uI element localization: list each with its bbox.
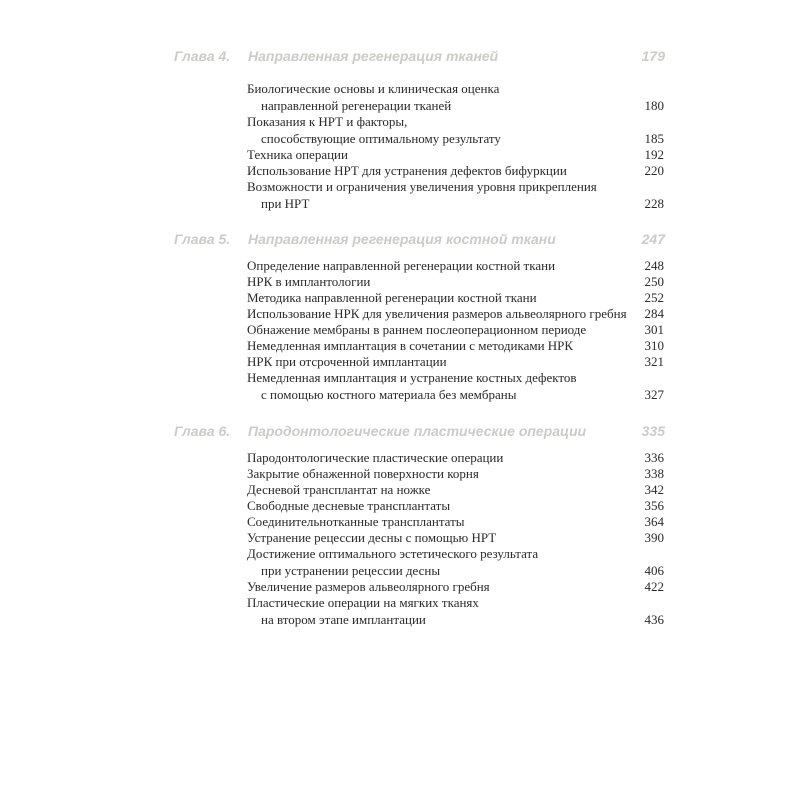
chapter-heading[interactable] <box>160 229 665 253</box>
toc-entry-line <box>247 274 664 291</box>
toc-entry-line <box>247 612 664 629</box>
toc-entry-page-number: 321 <box>644 354 664 369</box>
toc-entry-line <box>247 370 664 387</box>
toc-entry-page-number: 364 <box>644 514 664 529</box>
toc-entry-line <box>247 530 664 547</box>
chapter-page-number: 179 <box>641 48 665 64</box>
toc-entry-text: Устранение рецессии десны с помощью НРТ <box>247 530 497 545</box>
chapter-title: Пародонтологические пластические операции <box>248 423 587 439</box>
toc-entry[interactable] <box>247 579 664 596</box>
toc-entry[interactable] <box>247 338 664 355</box>
toc-entry-text: на втором этапе имплантации <box>261 611 426 627</box>
toc-entry-line <box>247 147 664 164</box>
toc-entry-line <box>247 579 664 596</box>
toc-entry-text: Десневой трансплантат на ножке <box>247 482 431 497</box>
toc-entry-text: Обнажение мембраны в раннем послеоперационном периоде <box>247 322 587 337</box>
toc-entry-page-number: 180 <box>644 97 664 113</box>
chapter-title: Направленная регенерация тканей <box>248 48 499 64</box>
toc-entry[interactable] <box>247 482 664 499</box>
toc-entry-line <box>247 338 664 355</box>
toc-entry-page-number: 336 <box>644 450 664 465</box>
toc-entry[interactable] <box>247 498 664 515</box>
toc-entry-page-number: 436 <box>644 611 664 627</box>
toc-entry[interactable] <box>247 466 664 483</box>
toc-entry[interactable] <box>247 370 664 403</box>
toc-entry[interactable] <box>247 147 664 164</box>
toc-entry-page-number: 422 <box>644 579 664 594</box>
toc-entry-line <box>247 466 664 483</box>
chapter-number: Глава 4. <box>174 48 231 64</box>
toc-entry-line <box>247 450 664 467</box>
toc-entry-page-number: 192 <box>644 147 664 162</box>
toc-entry-line <box>247 322 664 339</box>
toc-entry-text: Пародонтологические пластические операции <box>247 450 504 465</box>
toc-entry-line <box>247 258 664 275</box>
toc-entry-line <box>247 98 664 115</box>
toc-entry-text: НРК в имплантологии <box>247 274 371 289</box>
toc-entry-text: направленной регенерации тканей <box>261 97 452 113</box>
toc-entry-page-number: 327 <box>644 386 664 402</box>
toc-entry-page-number: 250 <box>644 274 664 289</box>
toc-entry-text: Биологические основы и клиническая оценка <box>247 81 500 96</box>
toc-entry-text: Соединительнотканные трансплантаты <box>247 514 465 529</box>
toc-entry[interactable] <box>247 290 664 307</box>
toc-entry-line <box>247 290 664 307</box>
toc-entry-page-number: 338 <box>644 466 664 481</box>
toc-entry[interactable] <box>247 274 664 291</box>
chapter-heading[interactable] <box>160 421 665 445</box>
toc-entry-text: Показания к НРТ и факторы, <box>247 114 408 129</box>
toc-entry-page-number: 185 <box>644 130 664 146</box>
toc-entry-text: Закрытие обнаженной поверхности корня <box>247 466 479 481</box>
chapter-number: Глава 6. <box>174 423 231 439</box>
toc-entry-text: Свободные десневые трансплантаты <box>247 498 451 513</box>
toc-entry-page-number: 406 <box>644 562 664 578</box>
toc-entry[interactable] <box>247 322 664 339</box>
toc-entry-text: Использование НРТ для устранения дефектов бифуркции <box>247 163 567 178</box>
toc-entry-text: Немедленная имплантация в сочетании с методиками НРК <box>247 338 574 353</box>
toc-entry[interactable] <box>247 163 664 180</box>
toc-entry-line <box>247 563 664 580</box>
toc-entry-text: при устранении рецессии десны <box>261 562 441 578</box>
toc-entry[interactable] <box>247 514 664 531</box>
toc-entry-line <box>247 114 664 131</box>
toc-entry[interactable] <box>247 546 664 579</box>
toc-entry-line <box>247 498 664 515</box>
toc-entry-page-number: 228 <box>644 195 664 211</box>
toc-entry-page-number: 310 <box>644 338 664 353</box>
toc-entry-page-number: 284 <box>644 306 664 321</box>
toc-entry[interactable] <box>247 81 664 114</box>
toc-entry[interactable] <box>247 530 664 547</box>
toc-entry-text: НРК при отсроченной имплантации <box>247 354 447 369</box>
toc-entry-page-number: 252 <box>644 290 664 305</box>
toc-entry-line <box>247 354 664 371</box>
toc-entry-line <box>247 131 664 148</box>
toc-entry-line <box>247 196 664 213</box>
toc-entry[interactable] <box>247 114 664 147</box>
toc-entry-text: Использование НРК для увеличения размеров альвеолярного гребня <box>247 306 627 321</box>
toc-entry-line <box>247 163 664 180</box>
toc-entry-text: Методика направленной регенерации костной ткани <box>247 290 537 305</box>
toc-entry[interactable] <box>247 306 664 323</box>
toc-entry-page-number: 248 <box>644 258 664 273</box>
toc-entry[interactable] <box>247 450 664 467</box>
toc-entry[interactable] <box>247 258 664 275</box>
chapter-number: Глава 5. <box>174 231 231 247</box>
toc-entry-line <box>247 179 664 196</box>
toc-entry-text: Пластические операции на мягких тканях <box>247 595 479 610</box>
toc-entry-text: Достижение оптимального эстетического результата <box>247 546 539 561</box>
toc-entry-line <box>247 514 664 531</box>
toc-entry[interactable] <box>247 595 664 628</box>
toc-entry-text: Возможности и ограничения увеличения уровня прикрепления <box>247 179 597 194</box>
toc-entry-text: Техника операции <box>247 147 348 162</box>
toc-entry-text: с помощью костного материала без мембраны <box>261 386 517 402</box>
toc-entry-page-number: 356 <box>644 498 664 513</box>
toc-entry-page-number: 390 <box>644 530 664 545</box>
toc-entry-text: при НРТ <box>261 195 310 211</box>
toc-entry-page-number: 301 <box>644 322 664 337</box>
toc-entry[interactable] <box>247 179 664 212</box>
chapter-heading[interactable] <box>160 46 665 70</box>
toc-entry-text: способствующие оптимальному результату <box>261 130 501 146</box>
toc-entry-line <box>247 81 664 98</box>
toc-entry-text: Немедленная имплантация и устранение костных дефектов <box>247 370 577 385</box>
toc-entry-line <box>247 482 664 499</box>
toc-entry-text: Определение направленной регенерации костной ткани <box>247 258 556 273</box>
toc-entry-line <box>247 387 664 404</box>
toc-entry-line <box>247 546 664 563</box>
chapter-page-number: 335 <box>641 423 665 439</box>
chapter-title: Направленная регенерация костной ткани <box>248 231 556 247</box>
toc-entry-text: Увеличение размеров альвеолярного гребня <box>247 579 490 594</box>
toc-entry-line <box>247 595 664 612</box>
toc-entry-page-number: 342 <box>644 482 664 497</box>
chapter-page-number: 247 <box>641 231 665 247</box>
toc-entry-page-number: 220 <box>644 163 664 178</box>
toc-entry[interactable] <box>247 354 664 371</box>
toc-entry-line <box>247 306 664 323</box>
